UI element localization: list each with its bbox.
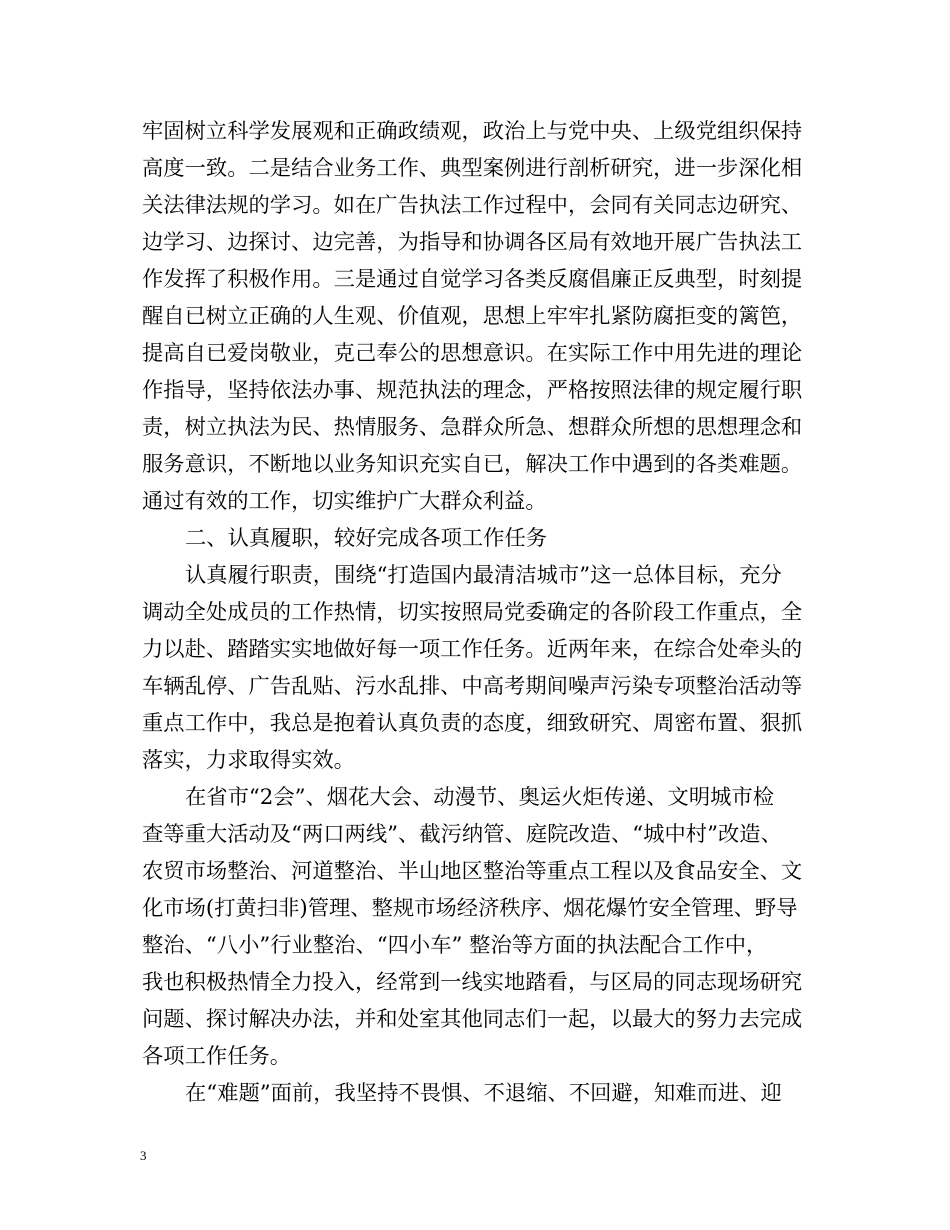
text-line: 在省市“2会”、烟花大会、动漫节、奥运火炬传递、文明城市检 — [185, 785, 775, 810]
text-line: 醒自已树立正确的人生观、价值观，思想上牢牢扎紧防腐拒变的篱笆， — [142, 304, 803, 329]
text-line: 作指导，坚持依法办事、规范执法的理念，严格按照法律的规定履行职 — [142, 378, 803, 403]
text-line: 高度一致。二是结合业务工作、典型案例进行剖析研究，进一步深化相 — [142, 156, 803, 181]
text-line: 边学习、边探讨、边完善，为指导和协调各区局有效地开展广告执法工 — [142, 230, 803, 255]
body-text — [142, 113, 832, 1112]
text-line: 关法律法规的学习。如在广告执法工作过程中，会同有关同志边研究、 — [142, 193, 803, 218]
text-line: 问题、探讨解决办法，并和处室其他同志们一起，以最大的努力去完成 — [142, 1007, 803, 1032]
text-line: 牢固树立科学发展观和正确政绩观，政治上与党中央、上级党组织保持 — [142, 119, 803, 144]
text-line: 车辆乱停、广告乱贴、污水乱排、中高考期间噪声污染专项整治活动等 — [142, 674, 803, 699]
section-heading: 二、认真履职，较好完成各项工作任务 — [185, 526, 548, 551]
text-line: 查等重大活动及“两口两线”、截污纳管、庭院改造、“城中村”改造、 — [142, 822, 782, 847]
text-line: 化市场(打黄扫非)管理、整规市场经济秩序、烟花爆竹安全管理、野导 — [142, 896, 798, 921]
text-line: 通过有效的工作，切实维护广大群众利益。 — [142, 489, 547, 514]
text-line: 重点工作中，我总是抱着认真负责的态度，细致研究、周密布置、狠抓 — [142, 711, 803, 736]
text-line: 农贸市场整治、河道整治、半山地区整治等重点工程以及食品安全、文 — [142, 859, 803, 884]
text-line: 作发挥了积极作用。三是通过自觉学习各类反腐倡廉正反典型，时刻提 — [142, 267, 803, 292]
text-line: 整治、“八小”行业整治、“四小车” 整治等方面的执法配合工作中， — [142, 933, 768, 958]
text-line: 认真履行职责，围绕“打造国内最清洁城市”这一总体目标，充分 — [185, 563, 782, 588]
text-line: 调动全处成员的工作热情，切实按照局党委确定的各阶段工作重点，全 — [142, 600, 803, 625]
text-line: 落实，力求取得实效。 — [142, 748, 355, 773]
text-line: 力以赴、踏踏实实地做好每一项工作任务。近两年来，在综合处牵头的 — [142, 637, 803, 662]
page-number: 3 — [140, 1148, 147, 1163]
text-line: 服务意识，不断地以业务知识充实自已，解决工作中遇到的各类难题。 — [142, 452, 803, 477]
text-line: 各项工作任务。 — [142, 1044, 292, 1069]
text-line: 提高自已爱岗敬业，克己奉公的思想意识。在实际工作中用先进的理论 — [142, 341, 803, 366]
text-line: 我也积极热情全力投入，经常到一线实地踏看，与区局的同志现场研究 — [142, 970, 803, 995]
text-line: 在“难题”面前，我坚持不畏惧、不退缩、不回避，知难而进、迎 — [185, 1081, 782, 1106]
text-line: 责，树立执法为民、热情服务、急群众所急、想群众所想的思想理念和 — [142, 415, 803, 440]
